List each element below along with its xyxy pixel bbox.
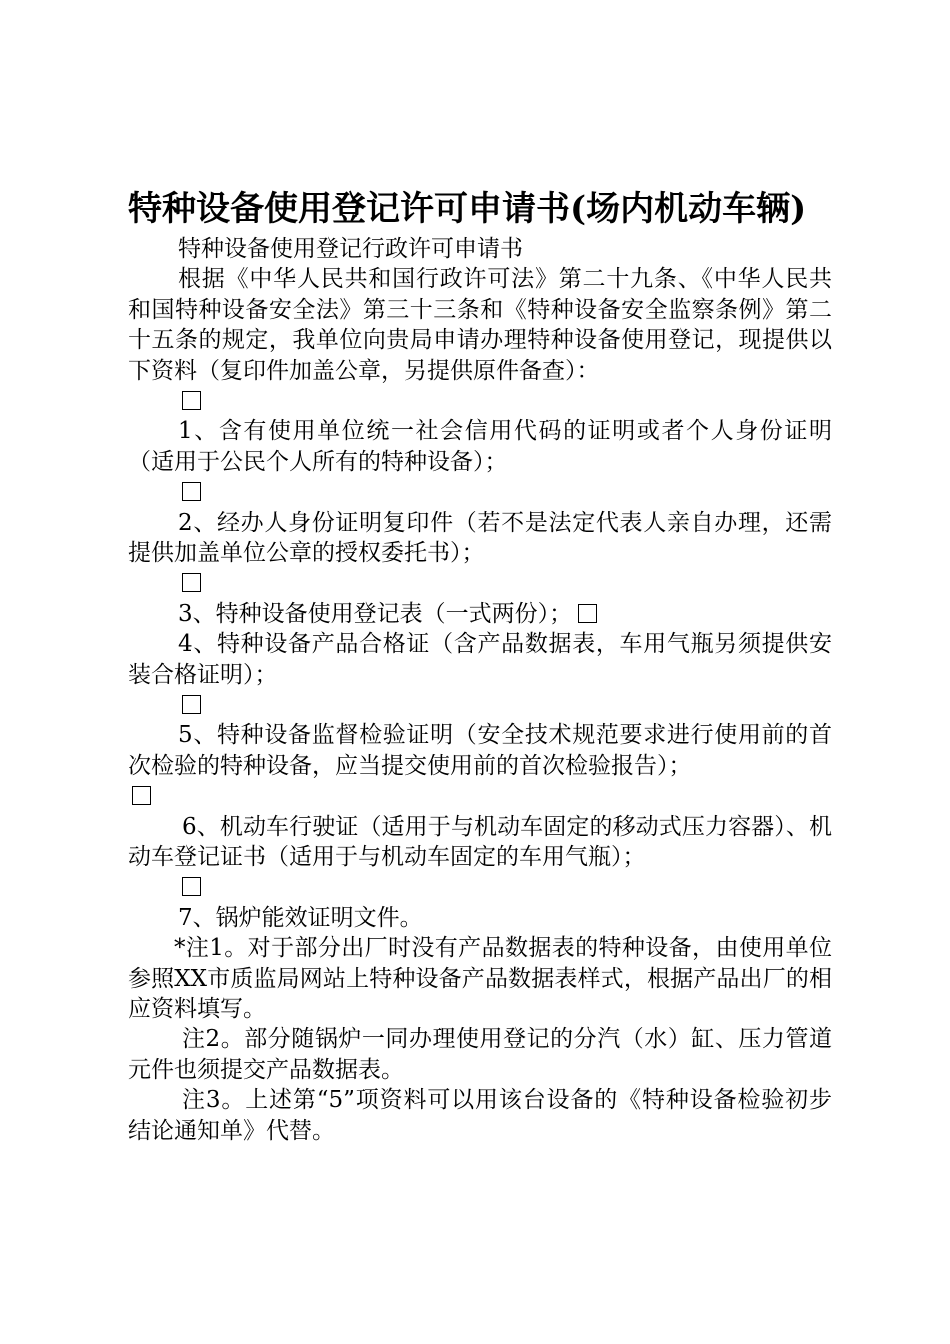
checkbox-line-6: [128, 781, 832, 811]
checkbox-2[interactable]: [182, 482, 201, 501]
checkbox-line-3: [128, 568, 832, 598]
item-5: 5、特种设备监督检验证明（安全技术规范要求进行使用前的首次检验的特种设备，应当提交使用前的首次检验报告）；: [128, 722, 832, 779]
item-4: 4、特种设备产品合格证（含产品数据表，车用气瓶另须提供安装合格证明）；: [128, 631, 832, 688]
checkbox-6[interactable]: [132, 786, 151, 805]
note-2: 注2。部分随锅炉一同办理使用登记的分汽（水）缸、压力管道元件也须提交产品数据表。: [128, 1026, 832, 1083]
note-3: 注3。上述第“5”项资料可以用该台设备的《特种设备检验初步结论通知单》代替。: [128, 1087, 832, 1144]
checkbox-line-7: [128, 872, 832, 902]
item-2: 2、经办人身份证明复印件（若不是法定代表人亲自办理，还需提供加盖单位公章的授权委托书）；: [128, 509, 832, 567]
subtitle: 特种设备使用登记行政许可申请书: [178, 236, 523, 262]
checkbox-line-1: [128, 386, 832, 416]
item-3: 3、特种设备使用登记表（一式两份）；: [178, 600, 573, 627]
checkbox-line-5: [128, 690, 832, 720]
item-7: 7、锅炉能效证明文件。: [178, 904, 423, 931]
checkbox-7[interactable]: [182, 877, 201, 896]
checkbox-5[interactable]: [182, 695, 201, 714]
checkbox-3[interactable]: [182, 573, 201, 592]
item-6: 6、机动车行驶证（适用于与机动车固定的移动式压力容器）、机动车登记证书（适用于与机动车固定的车用气瓶）；: [128, 813, 832, 871]
checkbox-4[interactable]: [578, 604, 597, 623]
document-title: 特种设备使用登记许可申请书(场内机动车辆): [128, 189, 807, 229]
document-body: [128, 234, 832, 1146]
note-1: *注1。对于部分出厂时没有产品数据表的特种设备，由使用单位参照XX市质监局网站上特种设备产品数据表样式，根据产品出厂的相应资料填写。: [128, 935, 832, 1023]
checkbox-1[interactable]: [182, 391, 201, 410]
item-1: 1、含有使用单位统一社会信用代码的证明或者个人身份证明（适用于公民个人所有的特种设备）；: [128, 418, 832, 475]
checkbox-line-2: [128, 477, 832, 507]
item-3-line: [128, 599, 832, 629]
intro-paragraph: 根据《中华人民共和国行政许可法》第二十九条、《中华人民共和国特种设备安全法》第三十三条和《特种设备安全监察条例》第二十五条的规定，我单位向贵局申请办理特种设备使用登记，现提供以下资料（复印件加盖公章，另提供原件备查）：: [128, 266, 832, 384]
